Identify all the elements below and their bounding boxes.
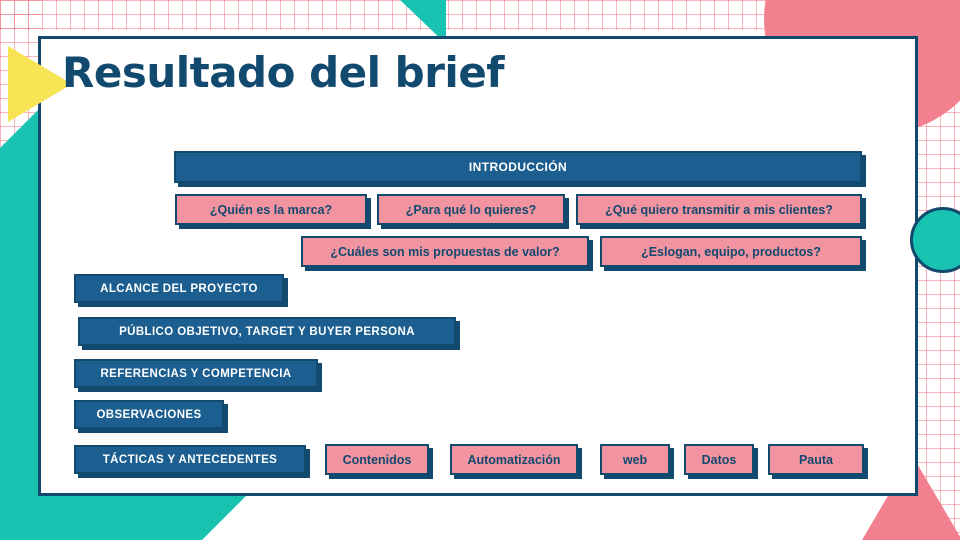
box-observaciones[interactable] bbox=[74, 400, 224, 429]
box-pauta-label: Pauta bbox=[798, 452, 834, 467]
box-tacticas-y-antecedentes-label: TÁCTICAS Y ANTECEDENTES bbox=[102, 453, 278, 466]
box-que-quiero-transmitir-label: ¿Qué quiero transmitir a mis clientes? bbox=[605, 202, 833, 217]
box-referencias-y-competencia[interactable] bbox=[74, 359, 318, 388]
box-quien-es-la-marca[interactable] bbox=[175, 194, 367, 225]
box-eslogan-equipo-productos-label: ¿Eslogan, equipo, productos? bbox=[641, 244, 821, 259]
box-propuestas-de-valor-label: ¿Cuáles son mis propuestas de valor? bbox=[330, 244, 560, 259]
box-introduccion-label: INTRODUCCIÓN bbox=[468, 160, 568, 174]
box-datos[interactable] bbox=[684, 444, 754, 475]
box-eslogan-equipo-productos[interactable] bbox=[600, 236, 862, 267]
box-automatizacion[interactable] bbox=[450, 444, 578, 475]
box-alcance-del-proyecto[interactable] bbox=[74, 274, 284, 303]
box-web-label: web bbox=[622, 452, 648, 467]
box-referencias-y-competencia-label: REFERENCIAS Y COMPETENCIA bbox=[100, 367, 292, 380]
box-tacticas-y-antecedentes[interactable] bbox=[74, 445, 306, 474]
box-contenidos[interactable] bbox=[325, 444, 429, 475]
box-propuestas-de-valor[interactable] bbox=[301, 236, 589, 267]
box-web[interactable] bbox=[600, 444, 670, 475]
box-introduccion[interactable] bbox=[174, 151, 862, 183]
box-automatizacion-label: Automatización bbox=[467, 452, 561, 467]
box-para-que-lo-quieres[interactable] bbox=[377, 194, 565, 225]
box-contenidos-label: Contenidos bbox=[342, 452, 412, 467]
box-publico-objetivo-label: PÚBLICO OBJETIVO, TARGET Y BUYER PERSONA bbox=[119, 325, 415, 338]
page-title: Resultado del brief bbox=[62, 48, 505, 97]
box-alcance-del-proyecto-label: ALCANCE DEL PROYECTO bbox=[100, 282, 258, 295]
box-publico-objetivo[interactable] bbox=[78, 317, 456, 346]
box-datos-label: Datos bbox=[701, 452, 737, 467]
box-para-que-lo-quieres-label: ¿Para qué lo quieres? bbox=[405, 202, 537, 217]
box-quien-es-la-marca-label: ¿Quién es la marca? bbox=[209, 202, 333, 217]
box-que-quiero-transmitir[interactable] bbox=[576, 194, 862, 225]
box-pauta[interactable] bbox=[768, 444, 864, 475]
box-observaciones-label: OBSERVACIONES bbox=[96, 408, 202, 421]
